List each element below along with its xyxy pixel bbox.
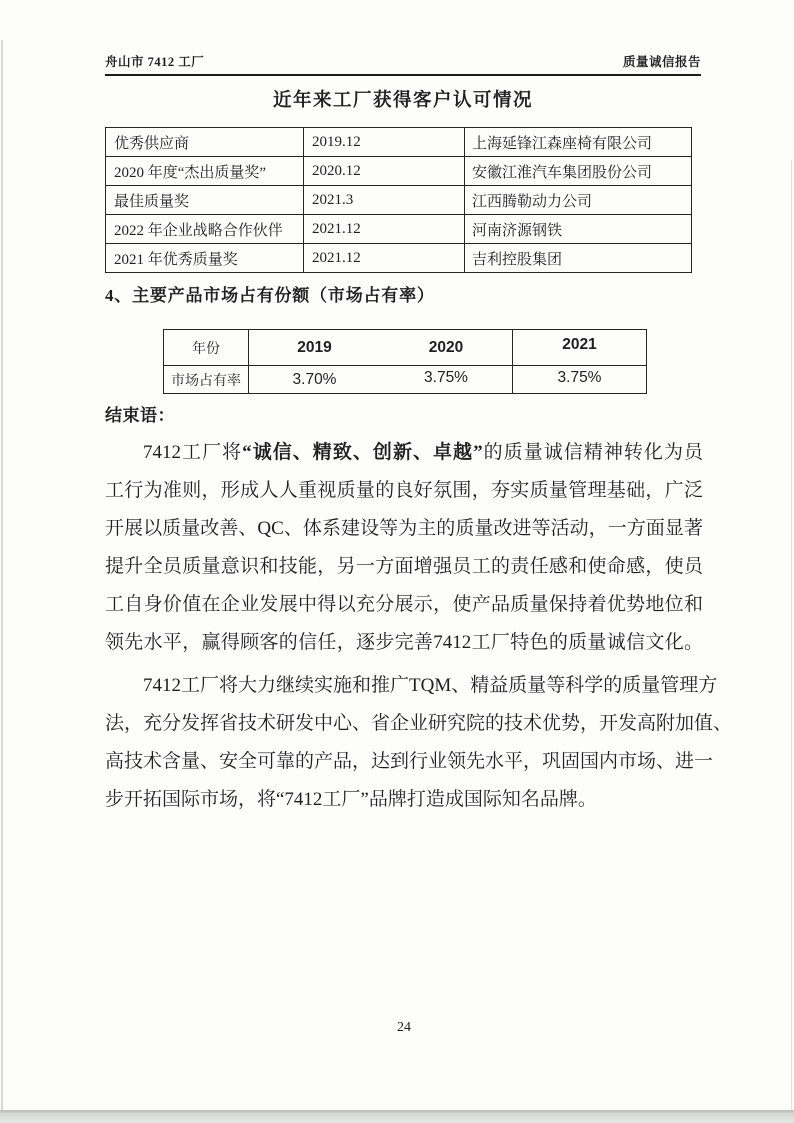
body-line: 步开拓国际市场，将“7412工厂”品牌打造成国际知名品牌。 (105, 789, 597, 810)
body-line: 领先水平，赢得顾客的信任，逐步完善7412工厂特色的质量诚信文化。 (105, 632, 703, 653)
award-name-cell: 2022 年企业战略合作伙伴 (106, 215, 304, 244)
share-2020-value: 3.75% (424, 368, 468, 386)
body-text: 的质量诚信精神转化为员 (482, 442, 703, 463)
conclusion-section (105, 403, 733, 819)
market-share-value-row (164, 366, 647, 394)
market-share-table (163, 329, 647, 394)
year-2021-cell (513, 330, 647, 366)
conclusion-heading: 结束语： (105, 406, 175, 425)
award-name-cell: 2020 年度“杰出质量奖” (106, 157, 304, 186)
body-text: 7412工厂将 (143, 442, 243, 463)
page-header (105, 52, 701, 76)
award-customer-cell: 河南济源钢铁 (465, 215, 692, 244)
conclusion-paragraph-2 (105, 667, 733, 819)
award-customer-cell: 上海延锋江森座椅有限公司 (465, 128, 692, 157)
share-2021-cell (513, 366, 647, 394)
award-date-cell: 2021.12 (304, 244, 465, 273)
scan-edge-left (1, 40, 3, 1111)
body-line: 高技术含量、安全可靠的产品，达到行业领先水平，巩固国内市场、进一 (105, 751, 714, 772)
section-title: 近年来工厂获得客户认可情况 (272, 91, 533, 111)
share-2020-cell (380, 366, 513, 394)
scan-edge-bottom (0, 1110, 794, 1123)
market-share-heading: 4、主要产品市场占有份额（市场占有率） (105, 286, 435, 305)
award-name-cell: 最佳质量奖 (106, 186, 304, 215)
awards-table-row (106, 215, 692, 244)
award-date-cell: 2019.12 (304, 128, 465, 157)
metric-label-cell: 市场占有率 (164, 366, 249, 394)
body-line: 开展以质量改善、QC、体系建设等为主的质量改进等活动，一方面显著 (105, 518, 703, 539)
share-2019-cell: 3.70% (249, 366, 381, 394)
year-2021-label: 2021 (562, 335, 597, 353)
award-date-cell: 2021.12 (304, 215, 465, 244)
award-date-cell: 2020.12 (304, 157, 465, 186)
body-line: 提升全员质量意识和技能，另一方面增强员工的责任感和使命感，使员 (105, 556, 703, 577)
award-name-cell: 2021 年优秀质量奖 (106, 244, 304, 273)
awards-table-row (106, 157, 692, 186)
conclusion-paragraph-1 (105, 434, 703, 662)
body-line: 7412工厂将大力继续实施和推广TQM、精益质量等科学的质量管理方 (143, 675, 718, 696)
market-share-header-row (164, 330, 647, 366)
scan-edge-right (791, 160, 792, 1111)
share-2021-value: 3.75% (557, 368, 602, 386)
award-date-cell: 2021.3 (304, 186, 465, 215)
year-corner-cell: 年份 (164, 330, 249, 366)
page-number: 24 (397, 1020, 411, 1035)
body-text-bold: “诚信、精致、创新、卓越” (242, 442, 483, 463)
awards-table (105, 127, 692, 273)
body-line: 工行为准则，形成人人重视质量的良好氛围，夯实质量管理基础，广泛 (105, 480, 703, 501)
body-line: 法，充分发挥省技术研发中心、省企业研究院的技术优势，开发高附加值、 (105, 713, 733, 734)
award-customer-cell: 江西腾勒动力公司 (465, 186, 692, 215)
year-2019-cell: 2019 (249, 330, 381, 366)
awards-table-row (106, 186, 692, 215)
header-left-title: 舟山市 7412 工厂 (105, 55, 205, 69)
body-line: 工自身价值在企业发展中得以充分展示，使产品质量保持着优势地位和 (105, 594, 703, 615)
award-customer-cell: 吉利控股集团 (465, 244, 692, 273)
award-name-cell: 优秀供应商 (106, 128, 304, 157)
award-customer-cell: 安徽江淮汽车集团股份公司 (465, 157, 692, 186)
body-line (105, 434, 703, 472)
awards-table-row (106, 128, 692, 157)
header-right-title: 质量诚信报告 (622, 55, 701, 69)
awards-table-row (106, 244, 692, 273)
year-2020-cell: 2020 (380, 330, 513, 366)
